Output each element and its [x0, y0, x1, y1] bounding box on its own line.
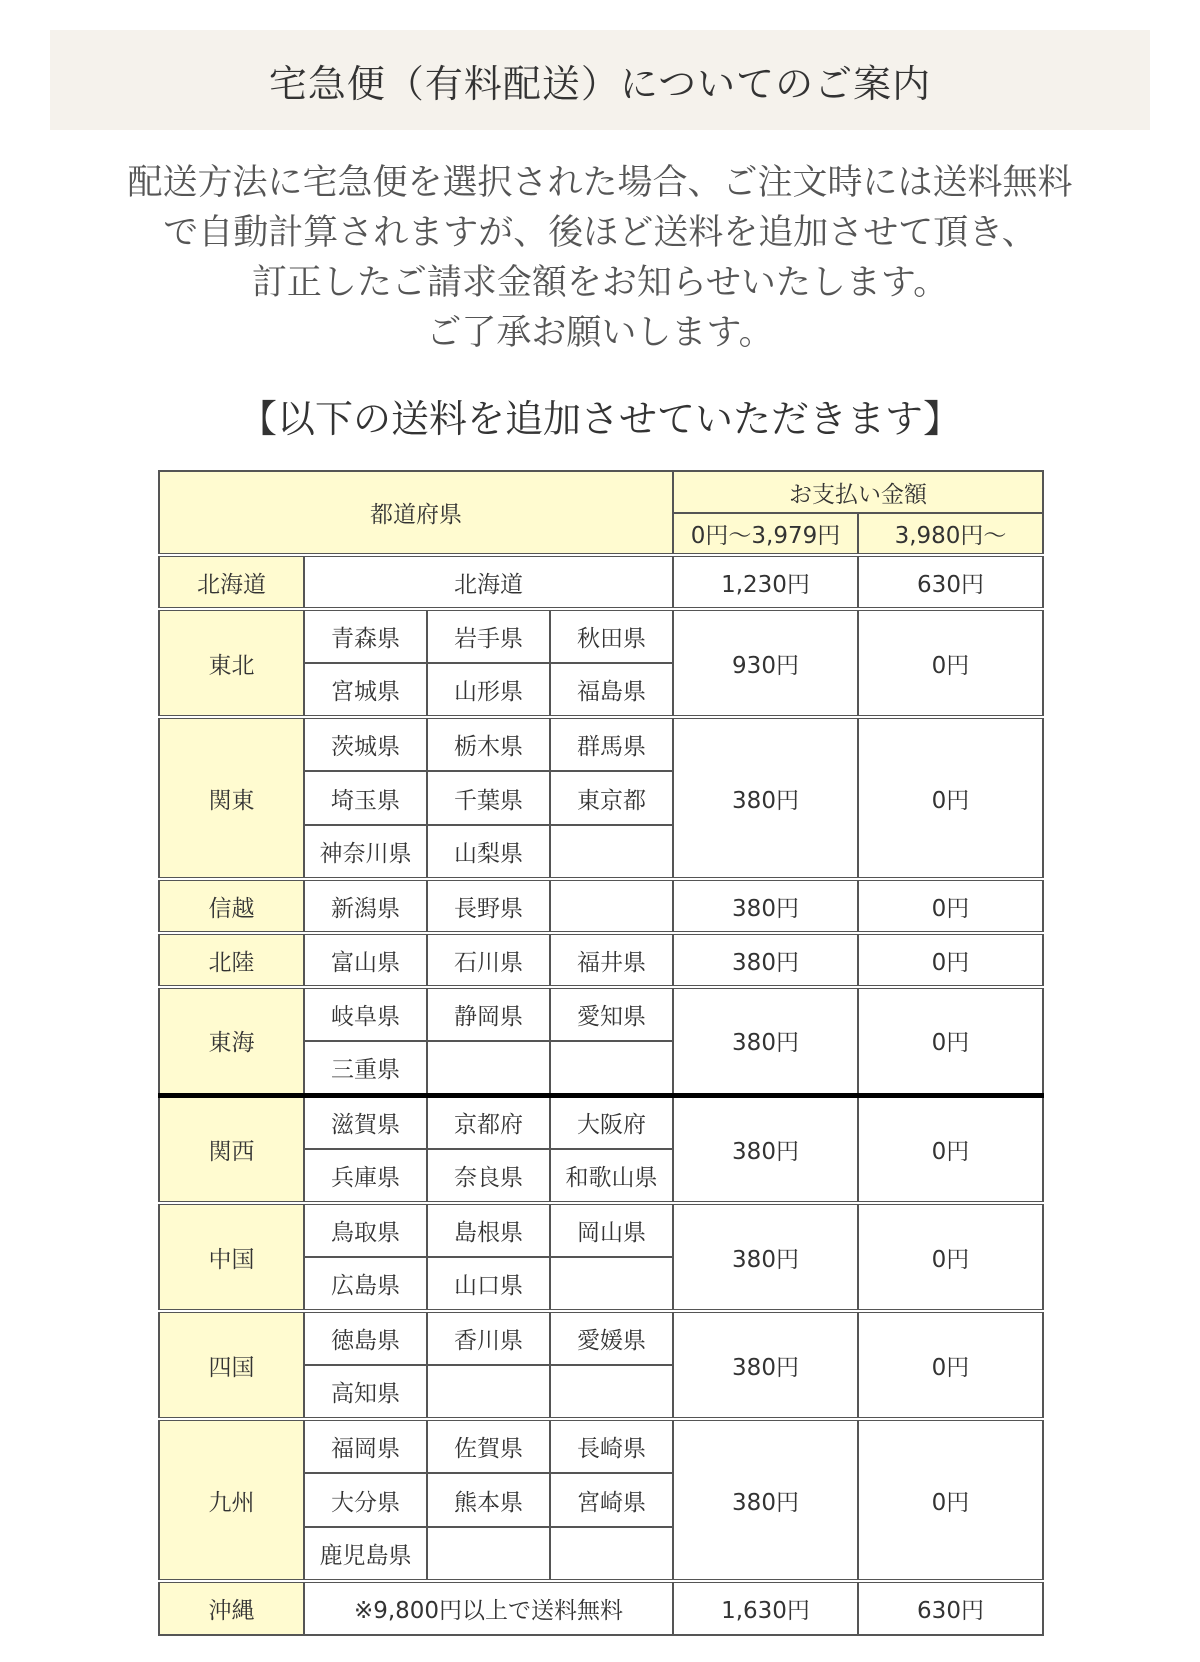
region-cell: 北陸 — [159, 933, 304, 987]
prefecture-cell: 山梨県 — [427, 825, 550, 879]
region-cell: 中国 — [159, 1203, 304, 1311]
table-row — [159, 1419, 1043, 1473]
table-row — [159, 555, 1043, 609]
header-col-under: 0円～3,979円 — [673, 513, 858, 555]
empty-cell — [427, 1365, 550, 1419]
prefecture-cell: 福岡県 — [304, 1419, 427, 1473]
prefecture-cell: 神奈川県 — [304, 825, 427, 879]
prefecture-cell: 東京都 — [550, 771, 673, 825]
region-cell: 北海道 — [159, 555, 304, 609]
prefecture-cell: 山口県 — [427, 1257, 550, 1311]
prefecture-cell: 岡山県 — [550, 1203, 673, 1257]
fee-under-cell: 930円 — [673, 609, 858, 717]
fee-over-cell: 0円 — [858, 1311, 1043, 1419]
prefecture-cell: 岐阜県 — [304, 987, 427, 1041]
fee-over-cell: 0円 — [858, 879, 1043, 933]
fee-under-cell: 380円 — [673, 717, 858, 879]
prefecture-cell: 高知県 — [304, 1365, 427, 1419]
fee-over-cell: 0円 — [858, 1095, 1043, 1203]
prefecture-cell: 愛媛県 — [550, 1311, 673, 1365]
prefecture-cell: 富山県 — [304, 933, 427, 987]
prefecture-cell: 島根県 — [427, 1203, 550, 1257]
fee-over-cell: 0円 — [858, 609, 1043, 717]
prefecture-cell: 鳥取県 — [304, 1203, 427, 1257]
prefecture-cell: 奈良県 — [427, 1149, 550, 1203]
prefecture-cell: 長崎県 — [550, 1419, 673, 1473]
intro-line: 訂正したご請求金額をお知らせいたします。 — [251, 263, 949, 303]
fee-under-cell: 1,630円 — [673, 1581, 858, 1635]
fee-under-cell: 380円 — [673, 1419, 858, 1581]
table-row — [159, 609, 1043, 663]
fee-over-cell: 0円 — [858, 1203, 1043, 1311]
prefecture-cell: 香川県 — [427, 1311, 550, 1365]
region-cell: 関西 — [159, 1095, 304, 1203]
prefecture-cell: 愛知県 — [550, 987, 673, 1041]
prefecture-cell: 三重県 — [304, 1041, 427, 1095]
table-row — [159, 879, 1043, 933]
prefecture-cell: 和歌山県 — [550, 1149, 673, 1203]
prefecture-cell: 広島県 — [304, 1257, 427, 1311]
prefecture-cell: 千葉県 — [427, 771, 550, 825]
header-col-over: 3,980円～ — [858, 513, 1043, 555]
prefecture-cell: 大阪府 — [550, 1095, 673, 1149]
prefecture-cell: 長野県 — [427, 879, 550, 933]
prefecture-cell: 茨城県 — [304, 717, 427, 771]
page-title: 宅急便（有料配送）についてのご案内 — [268, 61, 932, 106]
table-row — [159, 933, 1043, 987]
fee-under-cell: 380円 — [673, 879, 858, 933]
empty-cell — [550, 1041, 673, 1095]
prefecture-cell: 宮城県 — [304, 663, 427, 717]
fee-under-cell: 380円 — [673, 1095, 858, 1203]
prefecture-cell: 徳島県 — [304, 1311, 427, 1365]
prefecture-cell: 岩手県 — [427, 609, 550, 663]
prefecture-cell: 兵庫県 — [304, 1149, 427, 1203]
fee-under-cell: 380円 — [673, 1203, 858, 1311]
empty-cell — [550, 1527, 673, 1581]
prefecture-cell: 佐賀県 — [427, 1419, 550, 1473]
table-row — [159, 1095, 1043, 1149]
fee-over-cell: 0円 — [858, 717, 1043, 879]
shipping-fee-table — [158, 470, 1044, 1636]
prefecture-cell: 静岡県 — [427, 987, 550, 1041]
fee-under-cell: 380円 — [673, 987, 858, 1095]
region-cell: 九州 — [159, 1419, 304, 1581]
fee-under-cell: 380円 — [673, 933, 858, 987]
table-body — [159, 471, 1043, 1635]
prefecture-cell: 京都府 — [427, 1095, 550, 1149]
intro-line: ご了承お願いします。 — [426, 313, 774, 353]
empty-cell — [427, 1041, 550, 1095]
fee-over-cell: 630円 — [858, 555, 1043, 609]
section-heading: 【以下の送料を追加させていただきます】 — [238, 397, 961, 441]
prefecture-cell: 福島県 — [550, 663, 673, 717]
prefecture-cell: 山形県 — [427, 663, 550, 717]
region-cell: 沖縄 — [159, 1581, 304, 1635]
empty-cell — [550, 825, 673, 879]
region-cell: 東海 — [159, 987, 304, 1095]
region-cell: 信越 — [159, 879, 304, 933]
table-row — [159, 1311, 1043, 1365]
prefecture-cell: 石川県 — [427, 933, 550, 987]
header-amount: お支払い金額 — [673, 471, 1043, 513]
prefecture-cell: 宮崎県 — [550, 1473, 673, 1527]
note-cell: ※9,800円以上で送料無料 — [304, 1581, 673, 1635]
table-row — [159, 717, 1043, 771]
table-row — [159, 987, 1043, 1041]
header-prefecture: 都道府県 — [159, 471, 673, 555]
prefecture-cell: 栃木県 — [427, 717, 550, 771]
prefecture-cell: 大分県 — [304, 1473, 427, 1527]
prefecture-cell: 福井県 — [550, 933, 673, 987]
fee-over-cell: 0円 — [858, 987, 1043, 1095]
table-row — [159, 1581, 1043, 1635]
empty-cell — [550, 1257, 673, 1311]
fee-under-cell: 1,230円 — [673, 555, 858, 609]
prefecture-cell: 群馬県 — [550, 717, 673, 771]
region-cell: 東北 — [159, 609, 304, 717]
prefecture-cell: 鹿児島県 — [304, 1527, 427, 1581]
prefecture-cell: 秋田県 — [550, 609, 673, 663]
region-cell: 関東 — [159, 717, 304, 879]
empty-cell — [550, 879, 673, 933]
empty-cell — [550, 1365, 673, 1419]
prefecture-cell: 埼玉県 — [304, 771, 427, 825]
prefecture-cell: 新潟県 — [304, 879, 427, 933]
intro-line: 配送方法に宅急便を選択された場合、ご注文時には送料無料 — [127, 163, 1073, 203]
prefecture-cell: 熊本県 — [427, 1473, 550, 1527]
prefecture-cell: 北海道 — [304, 555, 673, 609]
empty-cell — [427, 1527, 550, 1581]
fee-over-cell: 630円 — [858, 1581, 1043, 1635]
intro-text — [50, 158, 1150, 358]
fee-over-cell: 0円 — [858, 933, 1043, 987]
region-cell: 四国 — [159, 1311, 304, 1419]
table-row — [159, 1203, 1043, 1257]
prefecture-cell: 青森県 — [304, 609, 427, 663]
fee-over-cell: 0円 — [858, 1419, 1043, 1581]
fee-under-cell: 380円 — [673, 1311, 858, 1419]
prefecture-cell: 滋賀県 — [304, 1095, 427, 1149]
intro-line: で自動計算されますが、後ほど送料を追加させて頂き、 — [163, 213, 1037, 253]
title-banner — [50, 30, 1150, 130]
